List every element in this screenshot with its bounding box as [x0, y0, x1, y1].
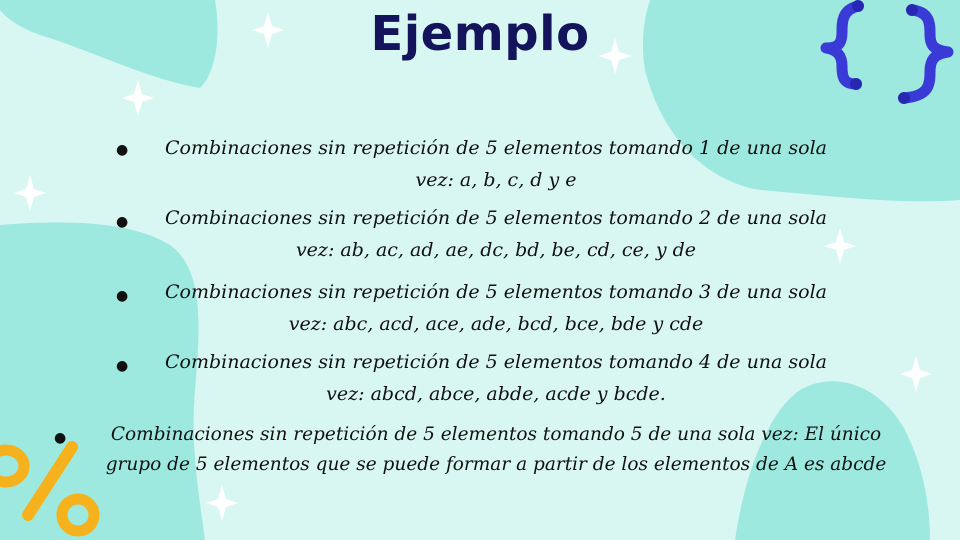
bullet-item-3 — [140, 276, 852, 340]
bullet-marker: ● — [116, 214, 129, 230]
bullet-item-5-line2: grupo de 5 elementos que se puede formar a partir de los elementos de A es abcde — [105, 454, 887, 475]
bullet-item-4 — [140, 346, 852, 410]
bullet-marker: ● — [116, 358, 129, 374]
bullet-item-4-line1: Combinaciones sin repetición de 5 elementos tomando 4 de una sola — [164, 351, 827, 373]
bullet-item-3-line1: Combinaciones sin repetición de 5 elementos tomando 3 de una sola — [164, 281, 827, 303]
bullet-item-1 — [140, 132, 852, 196]
bullet-item-1-line2: vez: a, b, c, d y e — [415, 169, 577, 191]
page-title: Ejemplo — [370, 6, 590, 62]
sparkle-2 — [122, 80, 154, 116]
bullet-marker: ● — [116, 142, 129, 158]
bullet-item-3-line2: vez: abc, acd, ace, ade, bcd, bce, bde y cde — [288, 313, 704, 335]
bullet-item-4-line2: vez: abcd, abce, abde, acde y bcde. — [326, 383, 666, 405]
bullet-item-5 — [76, 420, 916, 480]
bullet-item-5-line1: Combinaciones sin repetición de 5 elementos tomando 5 de una sola vez: El único — [110, 424, 882, 445]
bullet-item-2-line1: Combinaciones sin repetición de 5 elementos tomando 2 de una sola — [164, 207, 827, 229]
sparkle-7 — [206, 485, 238, 521]
bullet-marker: ● — [116, 288, 129, 304]
bullet-item-2 — [140, 202, 852, 266]
sparkle-6 — [900, 356, 932, 392]
bullet-item-2-line2: vez: ab, ac, ad, ae, dc, bd, be, cd, ce, y de — [295, 239, 697, 261]
bullet-marker: ● — [54, 430, 67, 446]
sparkle-4 — [14, 175, 46, 211]
bullet-item-1-line1: Combinaciones sin repetición de 5 elementos tomando 1 de una sola — [164, 137, 827, 159]
